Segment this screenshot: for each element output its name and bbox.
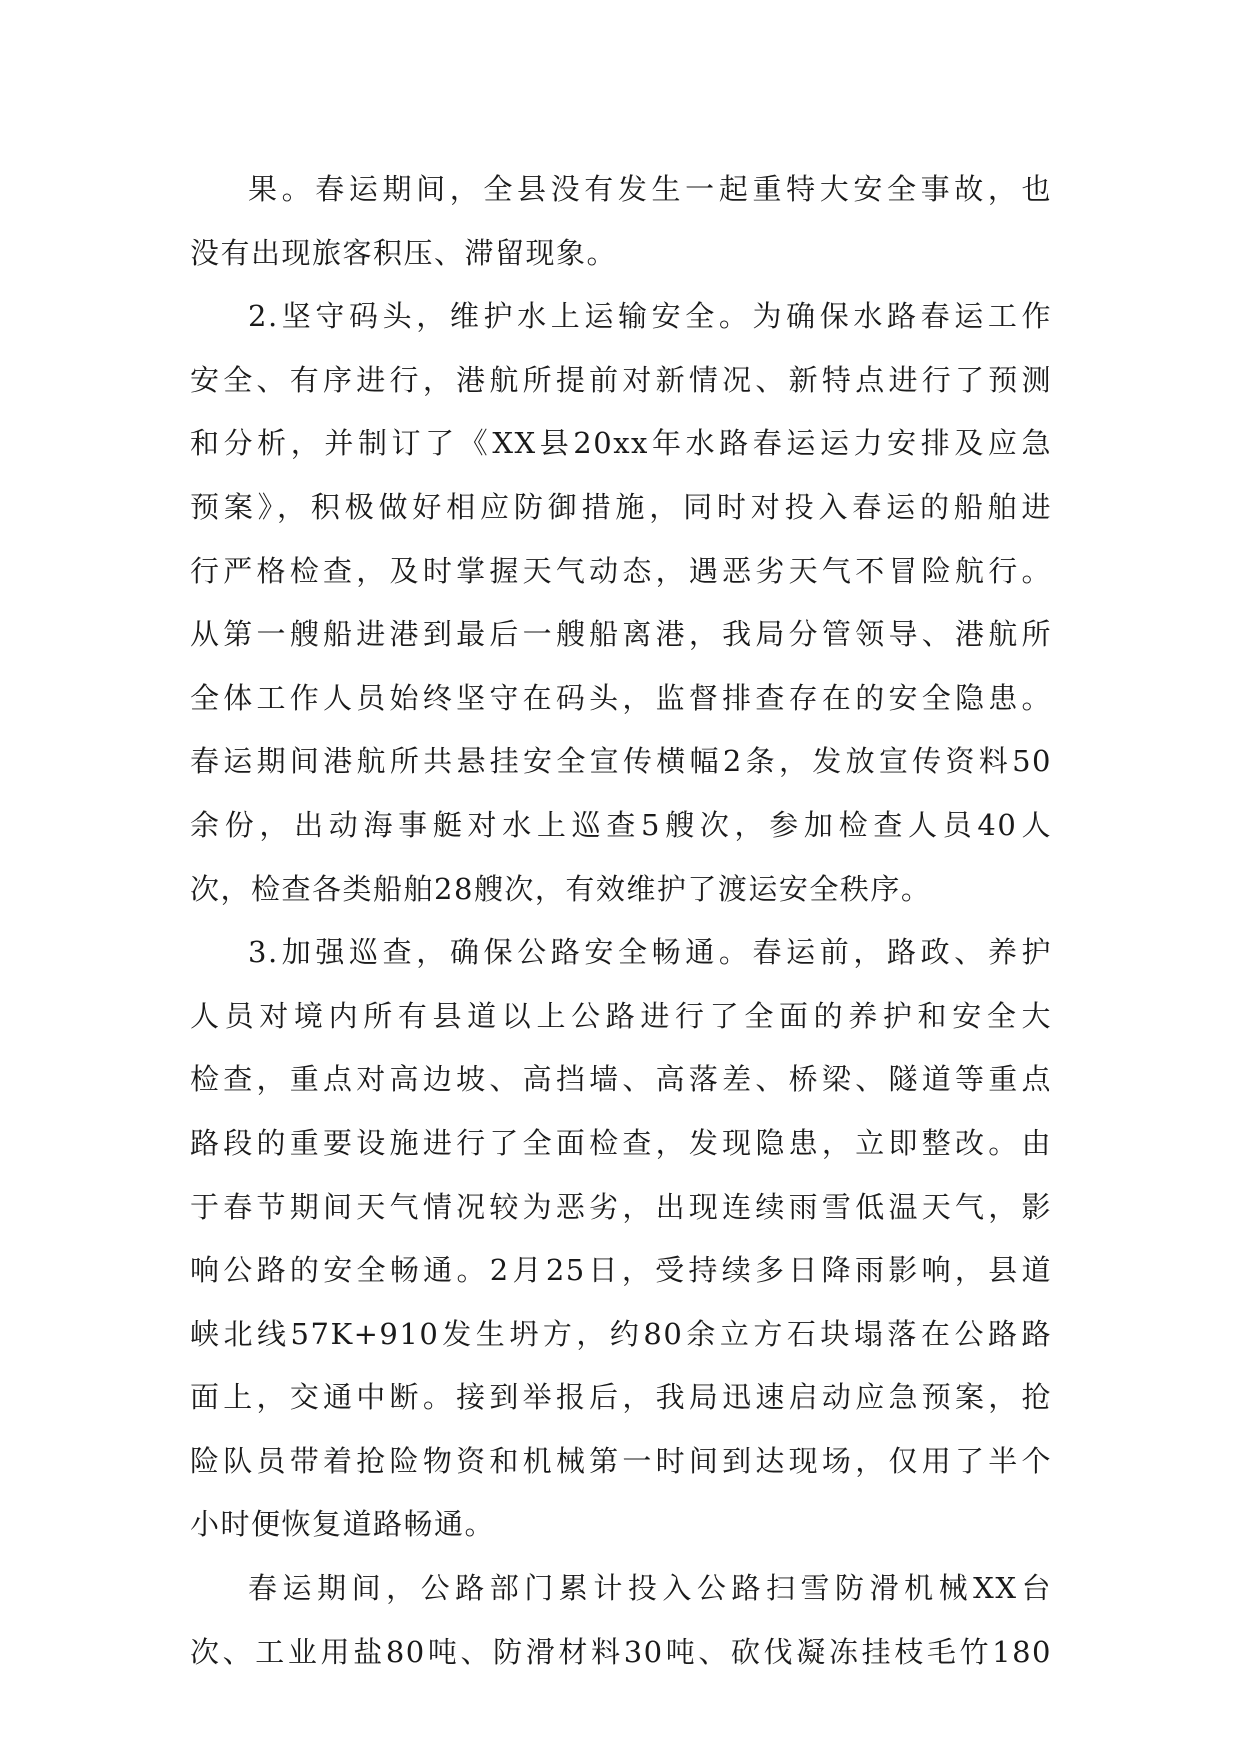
document-body xyxy=(190,158,1052,1684)
text-line: 路段的重要设施进行了全面检查，发现隐患，立即整改。由 xyxy=(190,1125,1052,1160)
text-line: 2.坚守码头，维护水上运输安全。为确保水路春运工作 xyxy=(248,299,1052,334)
text-line: 从第一艘船进港到最后一艘船离港，我局分管领导、港航所 xyxy=(190,617,1052,652)
text-line: 春运期间港航所共悬挂安全宣传横幅2条，发放宣传资料50 xyxy=(190,744,1052,779)
text-line: 和分析，并制订了《XX县20xx年水路春运运力安排及应急 xyxy=(190,426,1052,461)
text-line: 3.加强巡查，确保公路安全畅通。春运前，路政、养护 xyxy=(248,935,1052,970)
text-line: 峡北线57K+910发生坍方，约80余立方石块塌落在公路路 xyxy=(190,1316,1052,1351)
text-line: 次，检查各类船舶28艘次，有效维护了渡运安全秩序。 xyxy=(190,871,932,906)
text-line: 响公路的安全畅通。2月25日，受持续多日降雨影响，县道 xyxy=(190,1253,1052,1288)
text-line: 没有出现旅客积压、滞留现象。 xyxy=(190,235,618,270)
text-line: 安全、有序进行，港航所提前对新情况、新特点进行了预测 xyxy=(190,362,1052,397)
text-line: 人员对境内所有县道以上公路进行了全面的养护和安全大 xyxy=(190,998,1052,1033)
text-line: 检查，重点对高边坡、高挡墙、高落差、桥梁、隧道等重点 xyxy=(190,1062,1052,1097)
text-line: 果。春运期间，全县没有发生一起重特大安全事故，也 xyxy=(248,172,1052,206)
text-line: 预案》，积极做好相应防御措施，同时对投入春运的船舶进 xyxy=(190,489,1052,524)
text-line: 于春节期间天气情况较为恶劣，出现连续雨雪低温天气，影 xyxy=(190,1189,1052,1224)
text-line: 小时便恢复道路畅通。 xyxy=(190,1507,496,1542)
text-line: 行严格检查，及时掌握天气动态，遇恶劣天气不冒险航行。 xyxy=(190,553,1052,588)
text-line: 险队员带着抢险物资和机械第一时间到达现场，仅用了半个 xyxy=(190,1443,1052,1478)
text-line: 春运期间，公路部门累计投入公路扫雪防滑机械XX台 xyxy=(248,1571,1052,1606)
text-line: 次、工业用盐80吨、防滑材料30吨、砍伐凝冻挂枝毛竹180 xyxy=(190,1634,1052,1669)
text-line: 全体工作人员始终坚守在码头，监督排查存在的安全隐患。 xyxy=(190,680,1052,715)
text-line: 余份，出动海事艇对水上巡查5艘次，参加检查人员40人 xyxy=(190,807,1052,842)
text-line: 面上，交通中断。接到举报后，我局迅速启动应急预案，抢 xyxy=(190,1380,1052,1415)
